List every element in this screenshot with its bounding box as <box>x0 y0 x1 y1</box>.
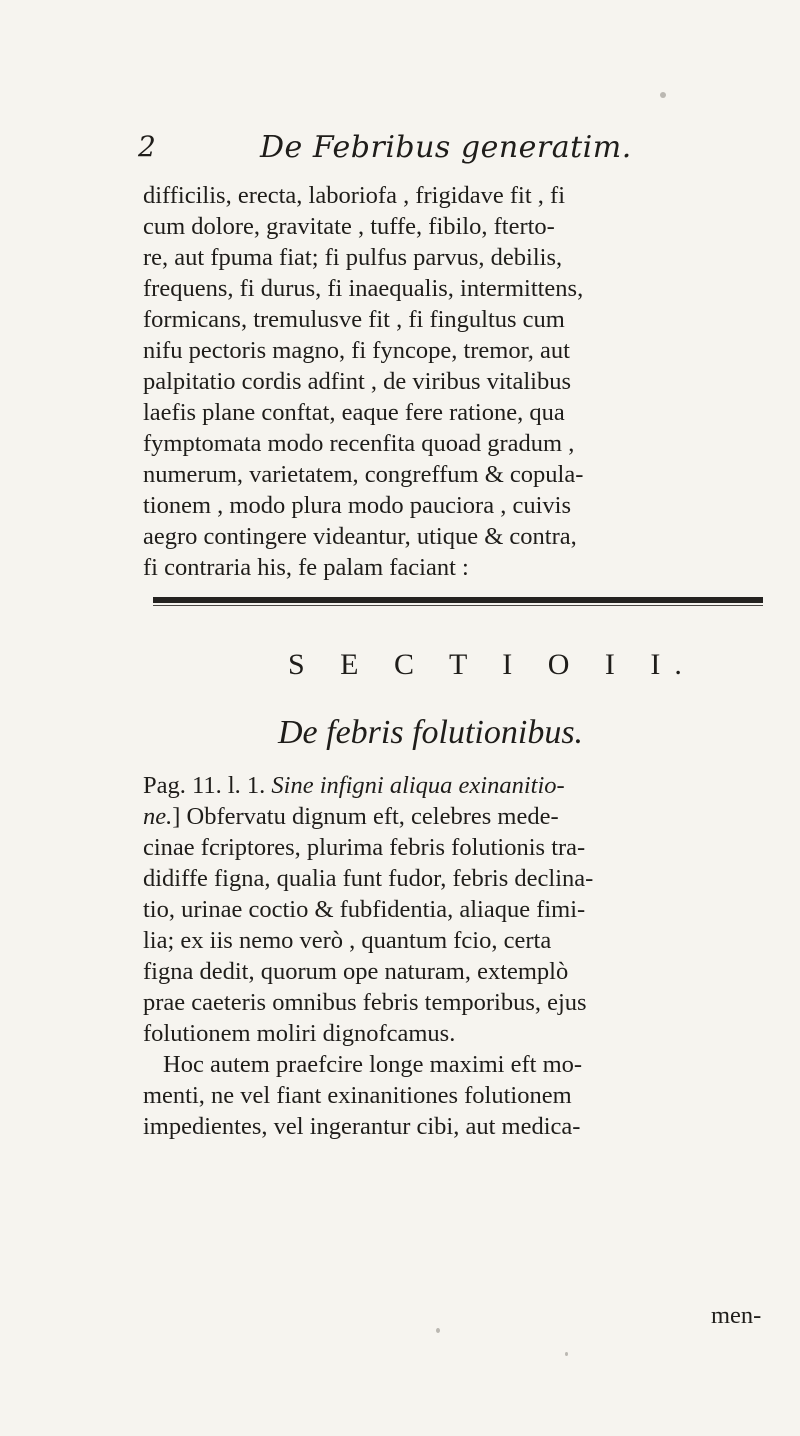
page-header <box>138 130 778 170</box>
text-line: menti, ne vel fiant exinanitiones folutionem <box>143 1082 572 1109</box>
page-number: 2 <box>138 130 156 163</box>
section-heading: S E C T I O I I. <box>288 648 696 681</box>
text-line: cum dolore, gravitate , tuffe, fibilo, fterto- <box>143 213 555 240</box>
text-line: folutionem moliri dignofcamus. <box>143 1020 456 1047</box>
text-line: figna dedit, quorum ope naturam, extemplò <box>143 958 569 985</box>
section-divider-rule <box>153 597 763 607</box>
section-title: De febris folutionibus. <box>278 714 584 751</box>
text-line: tio, urinae coctio & fubfidentia, aliaque fimi- <box>143 896 586 923</box>
paragraph-commentary <box>143 770 773 1142</box>
text-line: nifu pectoris magno, fi fyncope, tremor, aut <box>143 337 570 364</box>
text-line: lia; ex iis nemo verò , quantum fcio, certa <box>143 927 552 954</box>
paper-speck <box>565 1352 568 1356</box>
text-line: re, aut fpuma fiat; fi pulfus parvus, debilis, <box>143 244 563 271</box>
running-title: De Febribus generatim. <box>260 130 632 165</box>
text-line: tionem , modo plura modo pauciora , cuivis <box>143 492 571 519</box>
catchword: men- <box>711 1302 762 1329</box>
divider-thick-line <box>153 597 763 603</box>
paragraph-text <box>143 770 773 1142</box>
text-line: fymptomata modo recenfita quoad gradum , <box>143 430 575 457</box>
text-line: Hoc autem praefcire longe maximi eft mo- <box>163 1051 583 1078</box>
text-line: difficilis, erecta, laboriofa , frigidave fit , fi <box>143 182 566 209</box>
paper-speck <box>436 1328 440 1333</box>
text-line: didiffe figna, qualia funt fudor, febris declina- <box>143 865 594 892</box>
text-line: palpitatio cordis adfint , de viribus vitalibus <box>143 368 571 395</box>
text-line: formicans, tremulusve fit , fi fingultus cum <box>143 306 565 333</box>
text-line: aegro contingere videantur, utique & contra, <box>143 523 577 550</box>
quoted-lemma-end: ne. <box>143 803 173 830</box>
commentary-text: ] Obfervatu dignum eft, celebres mede- <box>172 803 559 830</box>
text-line: fi contraria his, fe palam faciant : <box>143 554 469 581</box>
text-line: frequens, fi durus, fi inaequalis, intermittens, <box>143 275 584 302</box>
paper-speck <box>660 92 666 98</box>
text-line: numerum, varietatem, congreffum & copula- <box>143 461 584 488</box>
text-line: impedientes, vel ingerantur cibi, aut medica- <box>143 1113 581 1140</box>
divider-thin-line <box>153 605 763 606</box>
text-line: cinae fcriptores, plurima febris folutionis tra- <box>143 834 586 861</box>
paragraph-text <box>143 180 773 583</box>
reference-prefix: Pag. 11. l. 1. <box>143 772 272 799</box>
text-line <box>143 770 773 801</box>
text-line: prae caeteris omnibus febris temporibus, ejus <box>143 989 587 1016</box>
text-line <box>143 801 773 832</box>
text-line: laefis plane conftat, eaque fere ratione, qua <box>143 399 565 426</box>
quoted-lemma: Sine infigni aliqua exinanitio- <box>271 772 565 799</box>
paragraph-continuation <box>143 180 773 583</box>
